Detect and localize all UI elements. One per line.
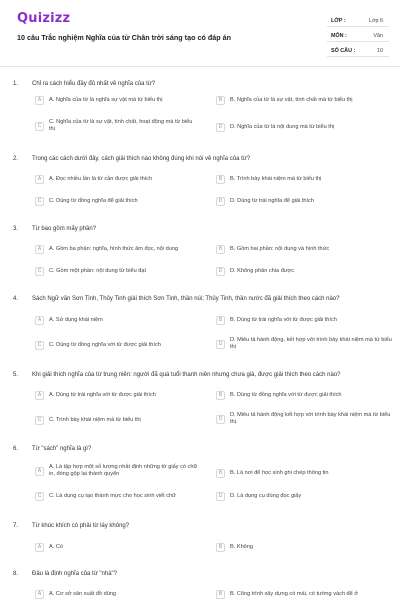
question-number: 7.: [13, 523, 19, 529]
meta-row-subject: [327, 29, 389, 42]
answer-option[interactable]: [216, 267, 395, 276]
meta-value: Lớp 6: [368, 18, 383, 24]
answer-option[interactable]: [216, 96, 395, 105]
answer-option[interactable]: [35, 119, 199, 134]
question-text: Khi giải thích nghĩa của từ trung niên: người đã quá tuổi thanh niên nhưng chưa già, được giải thích theo cách nào?: [32, 372, 341, 378]
answer-option[interactable]: [216, 469, 395, 478]
option-text: B. Là nơi để học sinh ghi chép thông tin: [230, 469, 329, 476]
option-letter-badge: B: [216, 245, 225, 254]
option-letter-badge: B: [216, 175, 225, 184]
meta-key: LỚP :: [331, 18, 346, 24]
answer-option[interactable]: [35, 543, 199, 552]
option-letter-badge: C: [35, 341, 44, 350]
option-text: A. Sử dụng khái niệm: [49, 316, 103, 323]
answer-option[interactable]: [216, 337, 395, 352]
answer-option[interactable]: [216, 412, 395, 427]
question-number: 4.: [13, 296, 19, 302]
answer-option[interactable]: [35, 492, 199, 501]
question-number: 2.: [13, 156, 19, 162]
option-letter-badge: D: [216, 415, 225, 424]
answer-option[interactable]: [216, 175, 395, 184]
meta-value: 10: [377, 48, 383, 54]
option-letter-badge: B: [216, 469, 225, 478]
option-text: B. Dùng từ trái nghĩa với từ được giải thích: [230, 316, 337, 323]
option-letter-badge: B: [216, 96, 225, 105]
option-letter-badge: B: [216, 543, 225, 552]
answer-option[interactable]: [216, 197, 395, 206]
option-text: A. Gồm ba phần: nghĩa, hình thức âm đọc, nội dung: [49, 245, 179, 252]
option-text: D. Miêu tả hành động, kết hợp với trình bày khái niệm mà từ biểu thị: [230, 337, 392, 351]
option-text: A. Dùng từ trái nghĩa với từ được giải thích: [49, 391, 156, 398]
answer-option[interactable]: [216, 245, 395, 254]
meta-key: MÔN :: [331, 33, 347, 39]
answer-option[interactable]: [35, 175, 199, 184]
answer-option[interactable]: [35, 267, 199, 276]
option-letter-badge: A: [35, 543, 44, 552]
question-number: 1.: [13, 81, 19, 87]
option-letter-badge: A: [35, 316, 44, 325]
question-text: Trong các cách dưới đây, cách giải thích nào không đúng khi nói về nghĩa của từ?: [32, 156, 251, 162]
option-text: A. Cơ sở sản xuất đồ dùng: [49, 590, 117, 597]
meta-key: SỐ CÂU :: [331, 48, 356, 54]
meta-row-class: [327, 14, 389, 27]
question-number: 8.: [13, 571, 19, 577]
answer-option[interactable]: [35, 416, 199, 425]
question-number: 6.: [13, 446, 19, 452]
option-text: B. Trình bày khái niệm mà từ biểu thị: [230, 175, 322, 182]
answer-option[interactable]: [216, 123, 395, 132]
answer-option[interactable]: [35, 96, 199, 105]
option-letter-badge: A: [35, 96, 44, 105]
option-letter-badge: A: [35, 467, 44, 476]
option-letter-badge: D: [216, 123, 225, 132]
option-text: D. Không phân chia được: [230, 267, 295, 274]
option-letter-badge: C: [35, 492, 44, 501]
option-text: B. Dùng từ đồng nghĩa với từ được giải thích: [230, 391, 342, 398]
answer-option[interactable]: [35, 391, 199, 400]
option-text: C. Gồm một phần: nội dung từ biểu đạt: [49, 267, 147, 274]
question-text: Sách Ngữ văn Sơn Tinh, Thủy Tinh giải thích Sơn Tinh, thần núi; Thủy Tinh, thần nước đã giải thích theo cách nào?: [32, 296, 340, 302]
question-text: Chỉ ra cách hiểu đầy đủ nhất về nghĩa của từ?: [32, 81, 156, 87]
option-letter-badge: D: [216, 197, 225, 206]
answer-option[interactable]: [216, 492, 395, 501]
answer-option[interactable]: [35, 316, 199, 325]
option-text: B. Công trình xây dựng có mái, có tường vách để ở: [230, 590, 359, 597]
option-letter-badge: D: [216, 267, 225, 276]
option-letter-badge: C: [35, 122, 44, 131]
quizizz-logo: Quizizz: [17, 11, 71, 26]
question-text: Từ bao gồm mấy phần?: [32, 226, 97, 232]
question-text: Từ "sách" nghĩa là gì?: [32, 446, 92, 452]
option-text: D. Nghĩa của từ là nội dung mà từ biểu thị: [230, 123, 335, 130]
answer-option[interactable]: [216, 543, 395, 552]
option-text: C. Nghĩa của từ là sự vật, tính chất, hoạt động mà từ biểu thị: [49, 119, 193, 133]
answer-option[interactable]: [35, 464, 199, 479]
option-text: D. Dùng từ trái nghĩa để giải thích: [230, 197, 314, 204]
option-letter-badge: D: [216, 340, 225, 349]
option-text: D. Là dụng cụ dùng đọc giấy: [230, 492, 302, 499]
option-letter-badge: C: [35, 416, 44, 425]
option-text: A. Là tập hợp một số lượng nhất định những tờ giấy có chữ in, đóng gộp lại thành quyển: [49, 464, 198, 478]
question-number: 5.: [13, 372, 19, 378]
question-number: 3.: [13, 226, 19, 232]
option-text: D. Miêu tả hành động kết hợp với trình bày khái niệm mà từ biểu thị.: [230, 412, 391, 426]
option-text: A. Có: [49, 543, 63, 550]
answer-option[interactable]: [216, 316, 395, 325]
answer-option[interactable]: [35, 245, 199, 254]
answer-option[interactable]: [35, 341, 199, 350]
answer-option[interactable]: [216, 590, 395, 599]
question-text: Đâu là định nghĩa của từ "nhà"?: [32, 571, 118, 577]
header-divider: [0, 66, 400, 67]
question-text: Từ khúc khích có phải từ láy không?: [32, 523, 130, 529]
answer-option[interactable]: [35, 197, 199, 206]
answer-option[interactable]: [216, 391, 395, 400]
option-text: B. Không: [230, 543, 254, 550]
option-letter-badge: D: [216, 492, 225, 501]
option-letter-badge: A: [35, 590, 44, 599]
option-text: C. Là dụng cụ tạo thành mực cho học sinh viết chữ: [49, 492, 176, 499]
worksheet-title: 10 câu Trắc nghiệm Nghĩa của từ Chân trời sáng tạo có đáp án: [17, 33, 232, 42]
option-text: B. Gồm hai phần: nội dung và hình thức: [230, 245, 330, 252]
option-letter-badge: B: [216, 391, 225, 400]
option-text: A. Nghĩa của từ là nghĩa sự vật mà từ biểu thị: [49, 96, 163, 103]
worksheet-header: [0, 0, 400, 66]
option-text: B. Nghĩa của từ là sự vật, tính chất mà từ biểu thị: [230, 96, 353, 103]
option-text: C. Dùng từ đồng nghĩa để giải thích: [49, 197, 138, 204]
option-text: C. Trình bày khái niệm mà từ biểu thị: [49, 416, 141, 423]
option-letter-badge: A: [35, 175, 44, 184]
option-text: C. Dùng từ đồng nghĩa với từ được giải thích: [49, 341, 161, 348]
option-text: A. Đọc nhiều lần là từ cần được giải thích: [49, 175, 153, 182]
option-letter-badge: C: [35, 267, 44, 276]
meta-row-count: [327, 44, 389, 57]
option-letter-badge: B: [216, 590, 225, 599]
meta-value: Văn: [373, 33, 383, 39]
option-letter-badge: A: [35, 391, 44, 400]
option-letter-badge: A: [35, 245, 44, 254]
option-letter-badge: B: [216, 316, 225, 325]
option-letter-badge: C: [35, 197, 44, 206]
answer-option[interactable]: [35, 590, 199, 599]
